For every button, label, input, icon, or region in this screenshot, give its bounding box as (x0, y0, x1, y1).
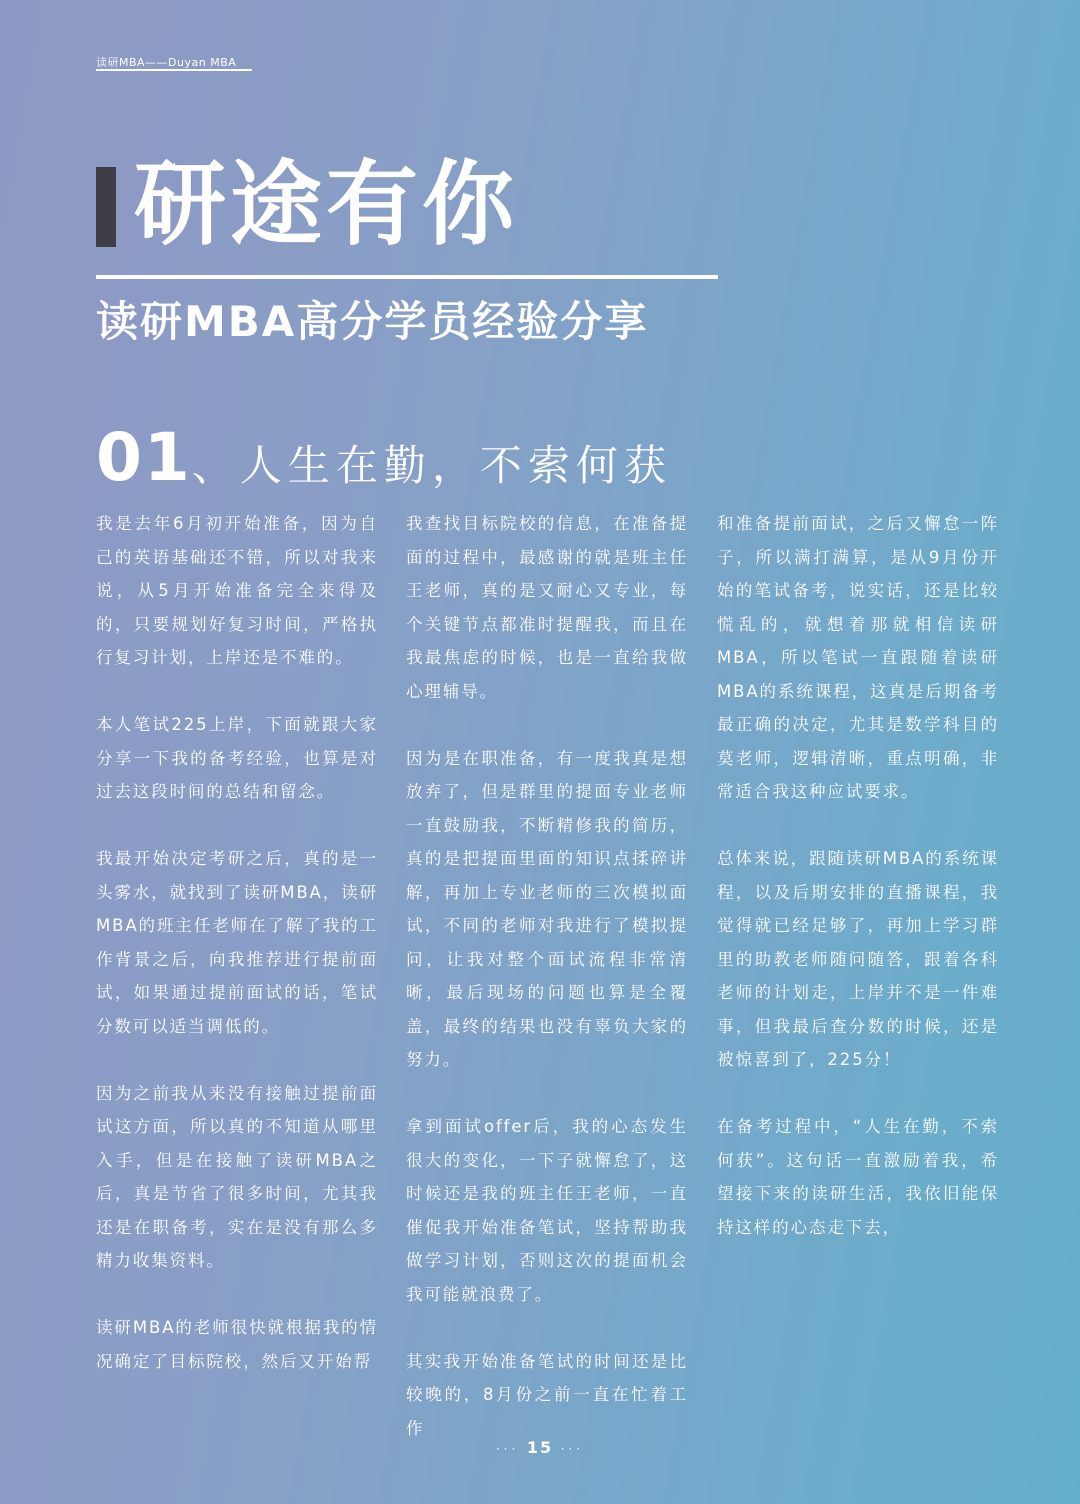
article-column-3 (717, 507, 999, 1278)
title-divider (96, 275, 718, 279)
paragraph: 我是去年6月初开始准备，因为自己的英语基础还不错，所以对我来说，从5月开始准备完全来得及的，只要规划好复习时间，严格执行复习计划，上岸还是不难的。 (96, 514, 378, 667)
paragraph: 因为是在职准备，有一度我真是想放弃了，但是群里的提面专业老师一直鼓励我，不断精修我的简历，真的是把提面里面的知识点揉碎讲解，再加上专业老师的三次模拟面试，不同的老师对我进行了模拟提问，让我对整个面试流程非常清晰，最后现场的问题也算是全覆盖，最终的结果也没有辜负大家的努力。 (406, 748, 688, 1069)
page-number-dots-right: ··· (560, 1442, 585, 1456)
page-subtitle: 读研MBA高分学员经验分享 (96, 297, 649, 346)
paragraph: 总体来说，跟随读研MBA的系统课程，以及后期安排的直播课程，我觉得就已经足够了，再加上学习群里的助教老师随问随答，跟着各科老师的计划走，上岸并不是一件难事，但我最后查分数的时候，还是被惊喜到了，225分！ (717, 849, 999, 1069)
header-tag: 读研MBA——Duyan MBA (96, 56, 237, 69)
page-title: 研途有你 (134, 151, 519, 258)
header-underline (96, 69, 252, 71)
title-accent-bar (96, 167, 116, 247)
article-column-1 (96, 507, 378, 1412)
page-number (0, 1438, 1080, 1457)
article-column-2 (406, 507, 688, 1479)
page-number-dots-left: ··· (495, 1442, 520, 1456)
section-heading (96, 418, 672, 515)
paragraph: 读研MBA的老师很快就根据我的情况确定了目标院校，然后又开始帮 (96, 1318, 378, 1371)
paragraph: 因为之前我从来没有接触过提前面试这方面，所以真的不知道从哪里入手，但是在接触了读研MBA之后，真是节省了很多时间，尤其我还是在职备考，实在是没有那么多精力收集资料。 (96, 1083, 378, 1270)
section-title: 、人生在勤，不索何获 (191, 441, 672, 490)
section-number: 01 (96, 419, 192, 496)
paragraph: 在备考过程中，“人生在勤，不索何获”。这句话一直激励着我，希望接下来的读研生活，我依旧能保持这样的心态走下去， (717, 1117, 999, 1237)
paragraph: 拿到面试offer后，我的心态发生很大的变化，一下子就懈怠了，这时候还是我的班主任王老师，一直催促我开始准备笔试，坚持帮助我做学习计划，否则这次的提面机会我可能就浪费了。 (406, 1117, 688, 1304)
page-number-value: 15 (526, 1438, 554, 1457)
paragraph: 其实我开始准备笔试的时间还是比较晚的，8月份之前一直在忙着工作 (406, 1351, 688, 1438)
paragraph: 本人笔试225上岸，下面就跟大家分享一下我的备考经验，也算是对过去这段时间的总结和留念。 (96, 715, 378, 801)
paragraph: 我查找目标院校的信息，在准备提面的过程中，最感谢的就是班主任王老师，真的是又耐心又专业，每个关键节点都准时提醒我，而且在我最焦虑的时候，也是一直给我做心理辅导。 (406, 514, 688, 701)
paragraph: 我最开始决定考研之后，真的是一头雾水，就找到了读研MBA，读研MBA的班主任老师在了解了我的工作背景之后，向我推荐进行提前面试，如果通过提前面试的话，笔试分数可以适当调低的。 (96, 849, 378, 1036)
paragraph: 和准备提前面试，之后又懈怠一阵子，所以满打满算，是从9月份开始的笔试备考，说实话，还是比较慌乱的，就想着那就相信读研MBA，所以笔试一直跟随着读研MBA的系统课程，这真是后期备考最正确的决定，尤其是数学科目的莫老师，逻辑清晰，重点明确，非常适合我这种应试要求。 (717, 514, 999, 801)
